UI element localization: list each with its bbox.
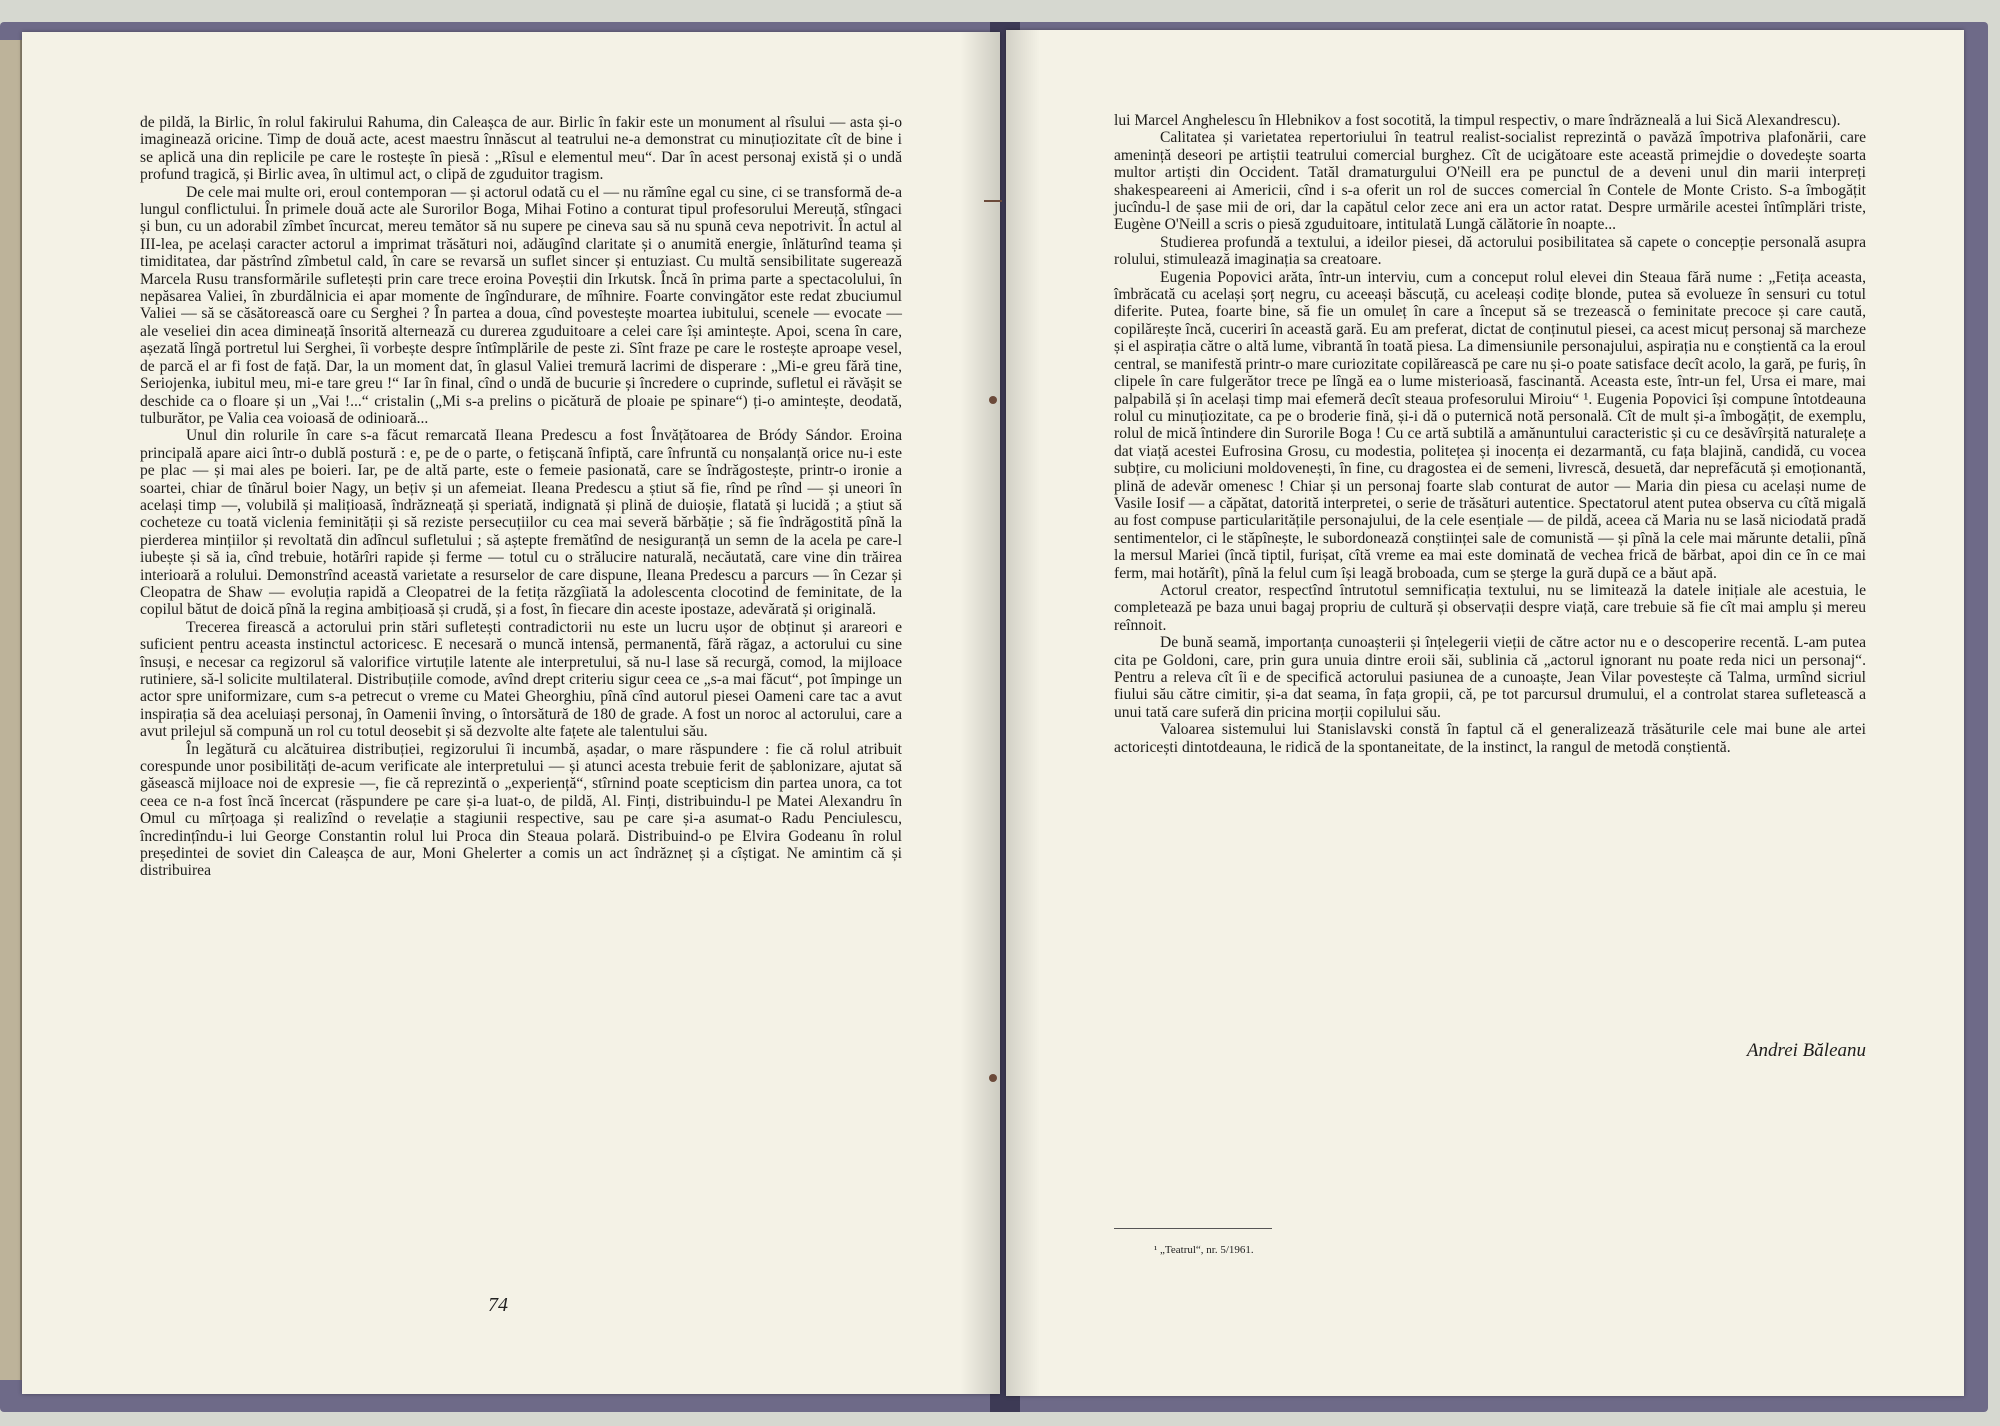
gutter-shadow <box>1006 30 1040 1396</box>
right-page <box>1006 30 1964 1396</box>
page-number: 74 <box>488 1294 508 1316</box>
right-text-column <box>1114 112 1866 756</box>
paragraph: de pildă, la Birlic, în rolul fakirului Rahuma, din Caleașca de aur. Birlic în fakir este un monument al rîsului — asta și-o imaginează oricine. Timp de două acte, acest maestru înnăscut al teatrului ne-a demonstrat cu minuțiozitate cît de bine i se aplică una din replicile pe care le rostește în piesă : „Rîsul e elementul meu“. Dar în acest personaj există și o undă profund tragică, și Birlic avea, în ultimul act, o clipă de zguduitor tragism. <box>140 114 902 184</box>
left-text-column <box>140 114 902 880</box>
paragraph: Actorul creator, respectînd întrutotul semnificația textului, nu se limitează la datele inițiale ale acestuia, le completează pe baza unui bagaj propriu de cultură și observații despre viață, care trebuie să fie cît mai amplu și mereu reînnoit. <box>1114 581 1866 634</box>
paragraph: Valoarea sistemului lui Stanislavski constă în faptul că el generalizează trăsăturile cele mai bune ale artei actoricești dintotdeauna, le ridică de la spontaneitate, de la instinct, la rangul de metodă conștientă. <box>1114 721 1866 756</box>
author-signature: Andrei Băleanu <box>1746 1040 1866 1061</box>
paragraph: Trecerea firească a actorului prin stări sufletești contradictorii nu este un lucru ușor de obținut și arareori e suficient pentru aceasta instinctul actoricesc. E necesară o muncă intensă, permanentă, fără răgaz, a actorului cu sine însuși, e necesar ca regizorul să valorifice virtuțile latente ale interpretului, să nu-l lase să recurgă, comod, la mijloace rutiniere, să-l solicite multilateral. Distribuțiile comode, avînd drept criteriu sigur ceea ce „s-a mai făcut“, pot împinge un actor spre uniformizare, cum s-a petrecut o vreme cu Matei Gheorghiu, pînă cînd autorul piesei Oameni care tac a avut inspirația să dea aceluiași personaj, în Oamenii înving, o întorsătură de 180 de grade. A fost un noroc al actorului, care a avut prilejul să compună un rol cu totul deosebit și să dezvolte alte fațete ale talentului său. <box>140 618 902 741</box>
footnote-divider <box>1114 1228 1272 1229</box>
binding-thread-knot <box>989 1074 997 1082</box>
page-edges <box>0 40 22 1380</box>
left-page <box>22 32 1000 1394</box>
footnote: ¹ „Teatrul“, nr. 5/1961. <box>1154 1244 1254 1256</box>
paragraph: Unul din rolurile în care s-a făcut remarcată Ileana Predescu a fost Învățătoarea de Bródy Sándor. Eroina principală apare aici într-o dublă postură : e, pe de o parte, o fetișcană înfiptă, care înfruntă cu nonșalanță orice nu-i este pe plac — și mai ales pe boieri. Iar, pe de altă parte, este o femeie pasionată, care se îndrăgostește, printr-o ironie a soartei, chiar de tînărul boier Nagy, un bețiv și un afemeiat. Ileana Predescu a știut să fie, rînd pe rînd — și uneori în același timp —, volubilă și malițioasă, îndrăzneață și speriată, indignată și plină de duioșie, flatată și lucidă ; a știut să cocheteze cu toată viclenia feminității și să reziste persecuțiilor cu cea mai severă bărbăție ; să fie îndrăgostită pînă la pierderea mințiilor și revoltată din adîncul sufletului ; să aștepte fremătînd de nesiguranță un semn de la acela pe care-l iubește și să ia, cînd trebuie, hotărîri rapide și ferme — totul cu o strălucire naturală, necăutată, care vine din trăirea interioară a rolului. Demonstrînd această varietate a resurselor de care dispune, Ileana Predescu a parcurs — în Cezar și Cleopatra de Shaw — evoluția rapidă a Cleopatrei de la fetița răzgîiată la adolescenta clocotind de feminitate, de la copilul bătut de doică pînă la regina ambițioasă și crudă, și a fost, în fiecare din aceste ipostaze, adevărată și originală. <box>140 427 902 619</box>
gutter-shadow <box>960 32 1000 1394</box>
binding-thread <box>984 200 1002 202</box>
paragraph: lui Marcel Anghelescu în Hlebnikov a fost socotită, la timpul respectiv, o mare îndrăzneală a lui Sică Alexandrescu). <box>1114 112 1841 129</box>
paragraph: Eugenia Popovici arăta, într-un interviu, cum a conceput rolul elevei din Steaua fără nume : „Fetița aceasta, îmbrăcată cu același șorț negru, cu aceeași băscuță, cu aceleași codițe blonde, putea să evolueze în sensuri cu totul diferite. Putea, foarte bine, să fie un omuleț în care a început să se trezească o feminitate precoce și care caută, copilărește încă, cuceriri în această gară. Eu am preferat, dictat de conținutul piesei, ca acest micuț personaj să marcheze și el aspirația către o altă lume, vibrantă în toată piesa. La dimensiunile personajului, aspirația nu e conștientă ca la eroul central, se manifestă printr-o mare curiozitate copilărească pe care nu și-o poate satisface decît acolo, la gară, pe furiș, în clipele în care fulgerător trece pe lîngă ea o lume misterioasă, fascinantă. Aceasta este, într-un fel, Ursa ei mare, mai palpabilă și în același timp mai efemeră decît steaua profesorului Miroiu“ ¹. Eugenia Popovici își compune întotdeauna rolul cu minuțiozitate, ca pe o broderie fină, și-i dă o puternică notă personală. Cît de mult și-a îmbogățit, de exemplu, rolul de mică întindere din Surorile Boga ! Cu ce artă subtilă a amănuntului caracteristic și cu ce desăvîrșită naturalețe a dat viață acestei Eufrosina Grosu, cu modestia, politețea și inocența ei dezarmantă, cu fața blajină, candidă, cu vocea subțire, cu moliciuni moldovenești, în fine, cu dragostea ei de semeni, livrescă, desuetă, dar neprefăcută și emoționantă, plină de adevăr omenesc ! Chiar și un personaj foarte slab conturat de autor — Maria din piesa cu același nume de Vasile Iosif — a căpătat, datorită interpretei, o serie de trăsături autentice. Spectatorul atent putea observa cu cîtă migală au fost compuse particularitățile personajului, de la cele esențiale — de pildă, aceea că Maria nu se lasă niciodată pradă sentimentelor, ci le stăpînește, le subordonează conștiinței sale de comunistă — și pînă la cele mai mărunte detalii, pînă la mersul Mariei (încă tiptil, furișat, cîtă vreme ea mai este dominată de vechea frică de bărbat, apoi din ce în ce mai ferm, mai hotărît), pînă la felul cum își leagă broboada, cum se șterge la gură după ce a băut apă. <box>1114 268 1866 582</box>
paragraph: În legătură cu alcătuirea distribuției, regizorului îi incumbă, așadar, o mare răspundere : fie că rolul atribuit corespunde unor posibilități de-acum verificate ale interpretului — și atunci acesta trebuie ferit de șablonizare, ajutat să găsească mijloace noi de expresie —, fie că reprezintă o „experiență“, stîrnind poate scepticism din partea unora, ca tot ceea ce n-a fost încă încercat (răspundere pe care și-a luat-o, de pildă, Al. Finți, distribuindu-l pe Matei Alexandru în Omul cu mîrțoaga și realizînd o revelație a stagiunii respective, sau pe care și-a asumat-o Radu Penciulescu, încredințîndu-i lui George Constantin rolul lui Proca din Steaua polară. Distribuind-o pe Elvira Godeanu în rolul președintei de soviet din Caleașca de aur, Moni Ghelerter a comis un act îndrăzneț și a cîștigat. Ne amintim că și distribuirea <box>140 740 902 880</box>
paragraph: De cele mai multe ori, eroul contemporan — și actorul odată cu el — nu rămîne egal cu sine, ci se transformă de-a lungul conflictului. În primele două acte ale Surorilor Boga, Mihai Fotino a conturat tipul profesorului Mereuță, stîngaci și bun, cu un adorabil zîmbet încurcat, mereu temător să nu supere pe cineva sau să nu spună ceva nepotrivit. În actul al III-lea, pe același caracter actorul a imprimat trăsături noi, adăugînd claritate și o anumită energie, înlăturînd teama și timiditatea, dar păstrînd zîmbetul cald, în care se revarsă un suflet sincer și entuziast. Cu multă sensibilitate sugerează Marcela Rusu transformările sufletești prin care trece eroina Poveștii din Irkutsk. Încă în prima parte a spectacolului, în nepăsarea Valiei, în zburdălnicia ei apar momente de îngîndurare, de mîhnire. Foarte convingător este redat zbuciumul Valiei — să se căsătorească oare cu Serghei ? În partea a doua, cînd povestește moartea iubitului, scenele — evocate — ale veseliei din acea dimineață însorită alternează cu durerea zguduitoare a celei care își amintește. Apoi, scena în care, așezată lîngă portretul lui Serghei, îi vorbește despre întîmplările de peste zi. Sînt fraze pe care le rostește aproape vesel, de parcă el ar fi fost de față. Dar, la un moment dat, în glasul Valiei tremură lacrimi de disperare : „Mi-e greu fără tine, Seriojenka, iubitul meu, mi-e tare greu !“ Iar în final, cînd o undă de bucurie și încredere o cuprinde, sufletul ei răvășit se deschide ca o floare și un „Vai !...“ cristalin („Mi s-a prelins o picătură de ploaie pe spinare“) ți-o amintește, deodată, tulburător, pe Valia cea voioasă de odinioară... <box>140 183 902 427</box>
paragraph: De bună seamă, importanța cunoașterii și înțelegerii vieții de către actor nu e o descoperire recentă. L-am putea cita pe Goldoni, care, prin gura unuia dintre eroii săi, sublinia că „actorul ignorant nu poate reda nici un personaj“. Pentru a releva cît îi e de specifică actorului pasiunea de a cunoaște, Jean Vilar povestește că Talma, urmînd sicriul fiului său către cimitir, și-a dat seama, în fața gropii, că, pe tot parcursul drumului, el a controlat starea sufletească a unui tată care suferă din pricina morții copilului său. <box>1114 634 1866 721</box>
paragraph: Calitatea și varietatea repertoriului în teatrul realist-socialist reprezintă o pavăză împotriva plafonării, care amenință deseori pe artiștii teatrului comercial burghez. Cît de ucigătoare este această primejdie o dovedește soarta multor artiști din Occident. Tatăl dramaturgului O'Neill era pe punctul de a deveni unul din marii interpreți shakespeareeni ai Americii, cînd i s-a oferit un rol de succes comercial în Contele de Monte Cristo. S-a îmbogățit jucîndu-l de șase mii de ori, dar la capătul celor zece ani era un actor ratat. Despre urmările acestei întîmplări triste, Eugène O'Neill a scris o piesă zguduitoare, intitulată Lungă călătorie în noapte... <box>1114 129 1866 234</box>
paragraph: Studierea profundă a textului, a ideilor piesei, dă actorului posibilitatea să capete o concepție personală asupra rolului, stimulează imaginația sa creatoare. <box>1114 233 1866 269</box>
binding-thread-knot <box>989 396 997 404</box>
